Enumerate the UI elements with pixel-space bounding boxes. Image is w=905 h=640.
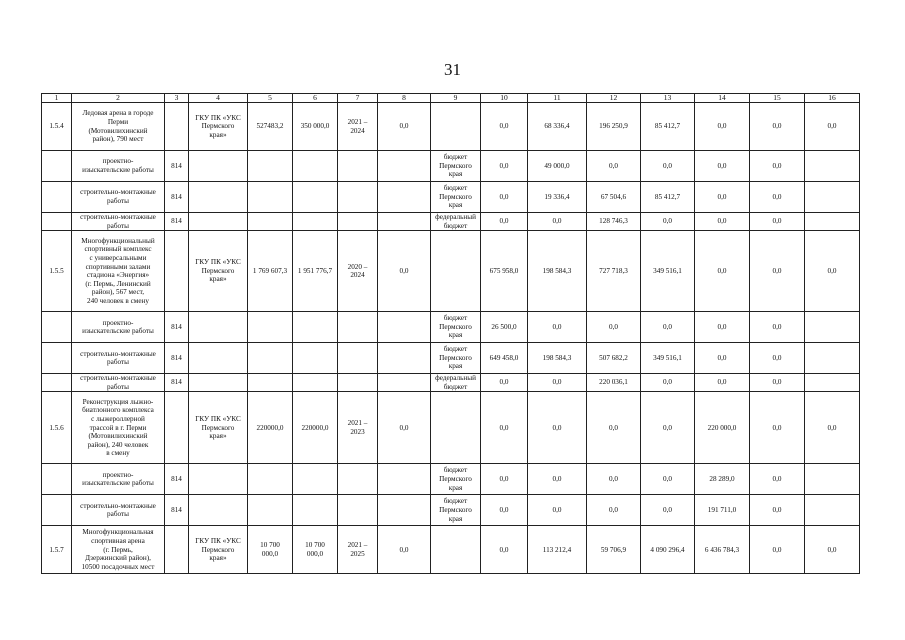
customer-cell: ГКУ ПК «УКС Пермского края»	[189, 103, 248, 151]
amount-col-15: 0,0	[750, 231, 805, 312]
column-number: 4	[189, 94, 248, 103]
estimated-cost-cell	[248, 374, 293, 392]
estimated-cost-cell: 527483,2	[248, 103, 293, 151]
amount-col-14: 0,0	[695, 231, 750, 312]
period-cell	[338, 495, 378, 526]
amount-col-13: 0,0	[641, 374, 695, 392]
amount-col-10: 0,0	[481, 464, 528, 495]
column-8-cell: 0,0	[378, 231, 431, 312]
subitem-row	[42, 343, 860, 374]
column-8-cell	[378, 151, 431, 182]
amount-col-11: 0,0	[528, 495, 587, 526]
amount-col-11: 113 212,4	[528, 526, 587, 574]
column-8-cell	[378, 312, 431, 343]
cost-limit-cell: 1 951 776,7	[293, 231, 338, 312]
item-number-cell: 1.5.5	[42, 231, 72, 312]
object-row	[42, 526, 860, 574]
amount-col-14: 0,0	[695, 374, 750, 392]
amount-col-13: 0,0	[641, 495, 695, 526]
amount-col-16: 0,0	[805, 526, 860, 574]
amount-col-12: 59 706,9	[587, 526, 641, 574]
column-number: 8	[378, 94, 431, 103]
amount-col-16: 0,0	[805, 231, 860, 312]
item-number-cell	[42, 312, 72, 343]
amount-col-13: 349 516,1	[641, 343, 695, 374]
amount-col-15: 0,0	[750, 103, 805, 151]
estimated-cost-cell: 220000,0	[248, 392, 293, 464]
amount-col-12: 220 036,1	[587, 374, 641, 392]
budget-code-cell: 814	[165, 464, 189, 495]
budget-code-cell	[165, 392, 189, 464]
customer-cell	[189, 464, 248, 495]
amount-col-12: 727 718,3	[587, 231, 641, 312]
period-cell: 2021 – 2023	[338, 392, 378, 464]
amount-col-11: 0,0	[528, 464, 587, 495]
period-cell	[338, 151, 378, 182]
amount-col-12: 507 682,2	[587, 343, 641, 374]
estimated-cost-cell	[248, 182, 293, 213]
period-cell	[338, 312, 378, 343]
column-number: 13	[641, 94, 695, 103]
estimated-cost-cell	[248, 495, 293, 526]
column-number: 11	[528, 94, 587, 103]
object-row	[42, 392, 860, 464]
customer-cell	[189, 151, 248, 182]
budget-code-cell: 814	[165, 374, 189, 392]
customer-cell	[189, 495, 248, 526]
amount-col-12: 0,0	[587, 392, 641, 464]
column-8-cell	[378, 464, 431, 495]
customer-cell: ГКУ ПК «УКС Пермского края»	[189, 231, 248, 312]
column-8-cell	[378, 495, 431, 526]
amount-col-16	[805, 343, 860, 374]
cost-limit-cell: 10 700 000,0	[293, 526, 338, 574]
budget-code-cell: 814	[165, 151, 189, 182]
column-8-cell	[378, 182, 431, 213]
column-number: 5	[248, 94, 293, 103]
amount-col-15: 0,0	[750, 343, 805, 374]
estimated-cost-cell: 10 700 000,0	[248, 526, 293, 574]
object-name-cell: строительно-монтажные работы	[72, 213, 165, 231]
period-cell: 2021 – 2025	[338, 526, 378, 574]
amount-col-10: 649 458,0	[481, 343, 528, 374]
estimated-cost-cell: 1 769 607,3	[248, 231, 293, 312]
budget-code-cell	[165, 526, 189, 574]
amount-col-14: 220 000,0	[695, 392, 750, 464]
cost-limit-cell	[293, 343, 338, 374]
funding-source-cell	[431, 103, 481, 151]
amount-col-14: 6 436 784,3	[695, 526, 750, 574]
amount-col-15: 0,0	[750, 182, 805, 213]
amount-col-14: 0,0	[695, 103, 750, 151]
amount-col-10: 0,0	[481, 526, 528, 574]
funding-source-cell: бюджет Пермского края	[431, 343, 481, 374]
column-8-cell	[378, 343, 431, 374]
amount-col-11: 19 336,4	[528, 182, 587, 213]
item-number-cell	[42, 495, 72, 526]
amount-col-15: 0,0	[750, 151, 805, 182]
object-row	[42, 231, 860, 312]
amount-col-13: 0,0	[641, 213, 695, 231]
customer-cell: ГКУ ПК «УКС Пермского края»	[189, 526, 248, 574]
column-number: 9	[431, 94, 481, 103]
subitem-row	[42, 464, 860, 495]
object-name-cell: строительно-монтажные работы	[72, 495, 165, 526]
customer-cell	[189, 182, 248, 213]
cost-limit-cell	[293, 312, 338, 343]
amount-col-11: 0,0	[528, 213, 587, 231]
funding-source-cell	[431, 392, 481, 464]
estimated-cost-cell	[248, 343, 293, 374]
object-name-cell: проектно- изыскательские работы	[72, 312, 165, 343]
amount-col-15: 0,0	[750, 312, 805, 343]
amount-col-13: 0,0	[641, 312, 695, 343]
cost-limit-cell	[293, 151, 338, 182]
item-number-cell	[42, 182, 72, 213]
object-name-cell: Реконструкция лыжно- биатлонного комплекса с лыжероллерной трассой в г. Перми (Мотовилихинский район), 240 человек в смену	[72, 392, 165, 464]
amount-col-16: 0,0	[805, 103, 860, 151]
amount-col-16: 0,0	[805, 392, 860, 464]
amount-col-15: 0,0	[750, 526, 805, 574]
period-cell	[338, 182, 378, 213]
amount-col-16	[805, 151, 860, 182]
budget-code-cell: 814	[165, 213, 189, 231]
amount-col-10: 26 500,0	[481, 312, 528, 343]
amount-col-13: 0,0	[641, 464, 695, 495]
budget-code-cell: 814	[165, 182, 189, 213]
column-8-cell: 0,0	[378, 526, 431, 574]
column-number: 2	[72, 94, 165, 103]
cost-limit-cell	[293, 495, 338, 526]
amount-col-13: 85 412,7	[641, 103, 695, 151]
amount-col-10: 0,0	[481, 374, 528, 392]
object-name-cell: проектно- изыскательские работы	[72, 464, 165, 495]
column-8-cell: 0,0	[378, 392, 431, 464]
funding-source-cell: бюджет Пермского края	[431, 495, 481, 526]
amount-col-11: 49 000,0	[528, 151, 587, 182]
amount-col-13: 0,0	[641, 151, 695, 182]
object-name-cell: строительно-монтажные работы	[72, 374, 165, 392]
amount-col-12: 0,0	[587, 312, 641, 343]
column-number: 14	[695, 94, 750, 103]
estimated-cost-cell	[248, 312, 293, 343]
cost-limit-cell	[293, 182, 338, 213]
amount-col-13: 0,0	[641, 392, 695, 464]
customer-cell	[189, 312, 248, 343]
estimated-cost-cell	[248, 464, 293, 495]
customer-cell	[189, 343, 248, 374]
amount-col-11: 198 584,3	[528, 231, 587, 312]
amount-col-15: 0,0	[750, 392, 805, 464]
item-number-cell	[42, 374, 72, 392]
funding-source-cell: бюджет Пермского края	[431, 464, 481, 495]
amount-col-11: 68 336,4	[528, 103, 587, 151]
funding-source-cell: федеральный бюджет	[431, 213, 481, 231]
column-number: 16	[805, 94, 860, 103]
page-number: 31	[444, 60, 461, 79]
object-name-cell: Ледовая арена в городе Перми (Мотовилихинский район), 790 мест	[72, 103, 165, 151]
column-number: 7	[338, 94, 378, 103]
amount-col-16	[805, 213, 860, 231]
cost-limit-cell: 220000,0	[293, 392, 338, 464]
amount-col-10: 0,0	[481, 151, 528, 182]
period-cell	[338, 343, 378, 374]
amount-col-14: 191 711,0	[695, 495, 750, 526]
amount-col-12: 67 504,6	[587, 182, 641, 213]
period-cell	[338, 374, 378, 392]
item-number-cell	[42, 151, 72, 182]
column-number: 15	[750, 94, 805, 103]
amount-col-13: 85 412,7	[641, 182, 695, 213]
amount-col-11: 0,0	[528, 392, 587, 464]
funding-source-cell: бюджет Пермского края	[431, 182, 481, 213]
object-name-cell: проектно- изыскательские работы	[72, 151, 165, 182]
cost-limit-cell	[293, 464, 338, 495]
amount-col-12: 0,0	[587, 464, 641, 495]
estimated-cost-cell	[248, 213, 293, 231]
amount-col-14: 0,0	[695, 213, 750, 231]
column-number: 12	[587, 94, 641, 103]
subitem-row	[42, 213, 860, 231]
subitem-row	[42, 151, 860, 182]
amount-col-13: 349 516,1	[641, 231, 695, 312]
amount-col-10: 0,0	[481, 182, 528, 213]
period-cell: 2021 – 2024	[338, 103, 378, 151]
period-cell: 2020 – 2024	[338, 231, 378, 312]
amount-col-10: 0,0	[481, 103, 528, 151]
item-number-cell: 1.5.7	[42, 526, 72, 574]
customer-cell: ГКУ ПК «УКС Пермского края»	[189, 392, 248, 464]
cost-limit-cell: 350 000,0	[293, 103, 338, 151]
column-8-cell	[378, 374, 431, 392]
amount-col-16	[805, 374, 860, 392]
amount-col-15: 0,0	[750, 213, 805, 231]
object-name-cell: Многофункциональный спортивный комплекс с универсальными спортивными залами стадиона «Энергия» (г. Пермь, Ленинский район), 567 мест, 240 человек в смену	[72, 231, 165, 312]
item-number-cell: 1.5.4	[42, 103, 72, 151]
amount-col-11: 0,0	[528, 312, 587, 343]
subitem-row	[42, 495, 860, 526]
amount-col-16	[805, 495, 860, 526]
period-cell	[338, 464, 378, 495]
budget-code-cell	[165, 103, 189, 151]
column-8-cell	[378, 213, 431, 231]
amount-col-16	[805, 312, 860, 343]
financing-table	[41, 93, 860, 574]
amount-col-16	[805, 182, 860, 213]
customer-cell	[189, 213, 248, 231]
funding-source-cell: бюджет Пермского края	[431, 312, 481, 343]
object-row	[42, 103, 860, 151]
budget-code-cell	[165, 231, 189, 312]
column-number: 1	[42, 94, 72, 103]
object-name-cell: строительно-монтажные работы	[72, 182, 165, 213]
column-number: 6	[293, 94, 338, 103]
funding-source-cell: федеральный бюджет	[431, 374, 481, 392]
amount-col-15: 0,0	[750, 495, 805, 526]
amount-col-14: 28 289,0	[695, 464, 750, 495]
amount-col-12: 128 746,3	[587, 213, 641, 231]
amount-col-14: 0,0	[695, 151, 750, 182]
estimated-cost-cell	[248, 151, 293, 182]
budget-code-cell: 814	[165, 312, 189, 343]
amount-col-14: 0,0	[695, 312, 750, 343]
amount-col-11: 198 584,3	[528, 343, 587, 374]
object-name-cell: Многофункциональная спортивная арена (г. Пермь, Дзержинский район), 10500 посадочных мест	[72, 526, 165, 574]
amount-col-16	[805, 464, 860, 495]
funding-source-cell	[431, 526, 481, 574]
funding-source-cell: бюджет Пермского края	[431, 151, 481, 182]
amount-col-10: 0,0	[481, 495, 528, 526]
object-name-cell: строительно-монтажные работы	[72, 343, 165, 374]
item-number-cell: 1.5.6	[42, 392, 72, 464]
amount-col-15: 0,0	[750, 464, 805, 495]
amount-col-14: 0,0	[695, 343, 750, 374]
amount-col-13: 4 090 296,4	[641, 526, 695, 574]
customer-cell	[189, 374, 248, 392]
amount-col-14: 0,0	[695, 182, 750, 213]
item-number-cell	[42, 343, 72, 374]
subitem-row	[42, 182, 860, 213]
funding-source-cell	[431, 231, 481, 312]
amount-col-12: 196 250,9	[587, 103, 641, 151]
column-number: 10	[481, 94, 528, 103]
column-number-row	[42, 94, 860, 103]
amount-col-12: 0,0	[587, 495, 641, 526]
column-number: 3	[165, 94, 189, 103]
cost-limit-cell	[293, 213, 338, 231]
subitem-row	[42, 374, 860, 392]
subitem-row	[42, 312, 860, 343]
budget-code-cell: 814	[165, 495, 189, 526]
item-number-cell	[42, 464, 72, 495]
amount-col-10: 675 958,0	[481, 231, 528, 312]
amount-col-15: 0,0	[750, 374, 805, 392]
budget-code-cell: 814	[165, 343, 189, 374]
amount-col-10: 0,0	[481, 213, 528, 231]
amount-col-10: 0,0	[481, 392, 528, 464]
amount-col-12: 0,0	[587, 151, 641, 182]
column-8-cell: 0,0	[378, 103, 431, 151]
amount-col-11: 0,0	[528, 374, 587, 392]
cost-limit-cell	[293, 374, 338, 392]
period-cell	[338, 213, 378, 231]
item-number-cell	[42, 213, 72, 231]
